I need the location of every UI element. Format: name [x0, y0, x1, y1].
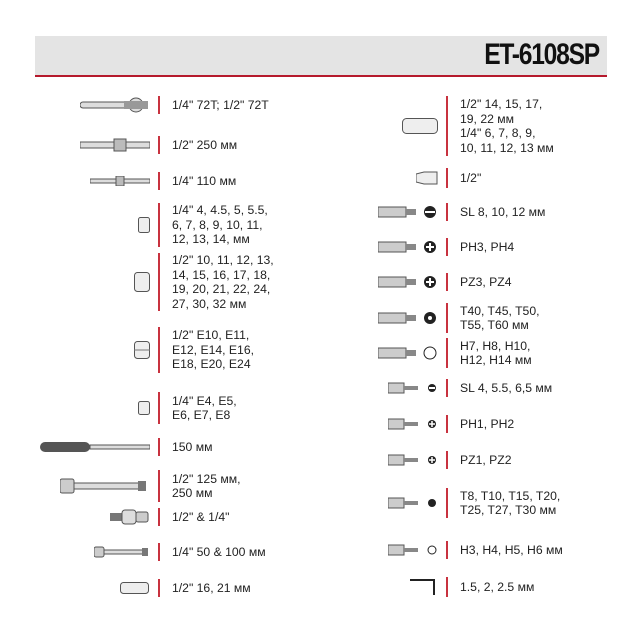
- list-item: [366, 273, 511, 291]
- phillips-bit-icon: [366, 240, 446, 254]
- item-label: 1/2" 10, 11, 12, 13, 14, 15, 16, 17, 18, 19, 20, 21, 22, 24, 27, 30, 32 мм: [172, 253, 274, 311]
- divider: [158, 508, 160, 526]
- list-item: [366, 96, 554, 156]
- hex-key-icon: [366, 578, 446, 596]
- item-label: T40, T45, T50, T55, T60 мм: [460, 303, 540, 332]
- list-item: [366, 577, 534, 597]
- divider: [446, 577, 448, 597]
- divider: [158, 136, 160, 154]
- divider: [158, 253, 160, 311]
- divider: [446, 379, 448, 397]
- list-item: [40, 579, 251, 597]
- list-item: [40, 470, 241, 502]
- divider: [446, 273, 448, 291]
- item-label: 1/2" 250 мм: [172, 137, 238, 152]
- list-item: [40, 392, 237, 424]
- small-slotted-bit-icon: [366, 381, 446, 395]
- list-item: [366, 379, 552, 397]
- list-item: [40, 253, 274, 311]
- divider: [446, 168, 448, 188]
- list-item: [40, 172, 236, 190]
- item-label: 1/4" 72T; 1/2" 72T: [172, 97, 269, 112]
- divider: [446, 488, 448, 518]
- small-hex-bit-icon: [366, 543, 446, 557]
- item-label: PH1, PH2: [460, 416, 515, 431]
- list-item: [40, 327, 254, 373]
- divider: [158, 327, 160, 373]
- spinner-handle-icon: [40, 440, 158, 454]
- ratchet-icon: [40, 97, 158, 113]
- item-label: 1/4" 50 & 100 мм: [172, 544, 266, 559]
- extension-bar-icon: [40, 477, 158, 495]
- divider: [446, 303, 448, 333]
- t-bar-icon: [40, 138, 158, 152]
- list-item: [40, 508, 229, 526]
- item-label: SL 4, 5.5, 6,5 мм: [460, 380, 553, 395]
- list-item: [40, 438, 212, 456]
- item-label: PH3, PH4: [460, 239, 515, 254]
- divider: [446, 238, 448, 256]
- item-label: 1/4" E4, E5, E6, E7, E8: [172, 393, 237, 422]
- item-label: T8, T10, T15, T20, T25, T27, T30 мм: [460, 488, 561, 517]
- divider: [446, 96, 448, 156]
- list-item: [40, 203, 268, 247]
- item-label: 1/2" 125 мм, 250 мм: [172, 471, 241, 500]
- hex-bit-icon: [366, 346, 446, 360]
- list-item: [40, 136, 237, 154]
- universal-joint-icon: [40, 509, 158, 525]
- list-item: [40, 543, 266, 561]
- item-label: 1/2" E10, E11, E12, E14, E16, E18, E20, E24: [172, 328, 254, 372]
- small-phillips-bit-icon: [366, 417, 446, 431]
- small-socket-icon: [40, 217, 158, 233]
- torx-bit-icon: [366, 311, 446, 325]
- item-label: 1/2" 14, 15, 17, 19, 22 мм 1/4" 6, 7, 8, 9, 10, 11, 12, 13 мм: [460, 97, 554, 155]
- divider: [446, 203, 448, 221]
- item-label: 1/4" 110 мм: [172, 173, 237, 188]
- divider: [446, 415, 448, 433]
- list-item: [366, 451, 511, 469]
- divider: [158, 543, 160, 561]
- item-label: H7, H8, H10, H12, H14 мм: [460, 338, 532, 367]
- pozidriv-bit-icon: [366, 275, 446, 289]
- slotted-bit-icon: [366, 205, 446, 219]
- list-item: [366, 338, 532, 368]
- list-item: [366, 238, 514, 256]
- divider: [446, 541, 448, 559]
- socket-icon: [40, 272, 158, 292]
- divider: [158, 579, 160, 597]
- e-socket-icon: [40, 341, 158, 359]
- header-bar: [35, 36, 607, 77]
- item-label: PZ3, PZ4: [460, 274, 512, 289]
- divider: [158, 172, 160, 190]
- list-item: [366, 488, 560, 518]
- list-item: [366, 303, 540, 333]
- product-title: ET-6108SP: [484, 38, 599, 71]
- small-torx-bit-icon: [366, 496, 446, 510]
- adapter-icon: [366, 171, 446, 185]
- small-e-socket-icon: [40, 401, 158, 415]
- divider: [158, 96, 160, 114]
- item-label: H3, H4, H5, H6 мм: [460, 542, 563, 557]
- item-label: PZ1, PZ2: [460, 452, 512, 467]
- small-pozidriv-bit-icon: [366, 453, 446, 467]
- list-item: [366, 168, 481, 188]
- sliding-t-bar-icon: [40, 176, 158, 186]
- item-label: 150 мм: [172, 439, 213, 454]
- list-item: [366, 541, 563, 559]
- item-label: 1/4" 4, 4.5, 5, 5.5, 6, 7, 8, 9, 10, 11, 12, 13, 14, мм: [172, 203, 268, 247]
- divider: [446, 338, 448, 368]
- short-extension-icon: [40, 545, 158, 559]
- deep-socket-icon: [366, 118, 446, 134]
- list-item: [366, 415, 514, 433]
- item-label: SL 8, 10, 12 мм: [460, 204, 546, 219]
- divider: [158, 470, 160, 502]
- item-label: 1/2" & 1/4": [172, 509, 230, 524]
- divider: [158, 392, 160, 424]
- item-label: 1/2" 16, 21 мм: [172, 580, 251, 595]
- spark-plug-socket-icon: [40, 580, 158, 596]
- item-label: 1.5, 2, 2.5 мм: [460, 579, 535, 594]
- divider: [158, 438, 160, 456]
- item-label: 1/2": [460, 170, 482, 185]
- divider: [446, 451, 448, 469]
- list-item: [40, 96, 269, 114]
- divider: [158, 203, 160, 247]
- list-item: [366, 203, 545, 221]
